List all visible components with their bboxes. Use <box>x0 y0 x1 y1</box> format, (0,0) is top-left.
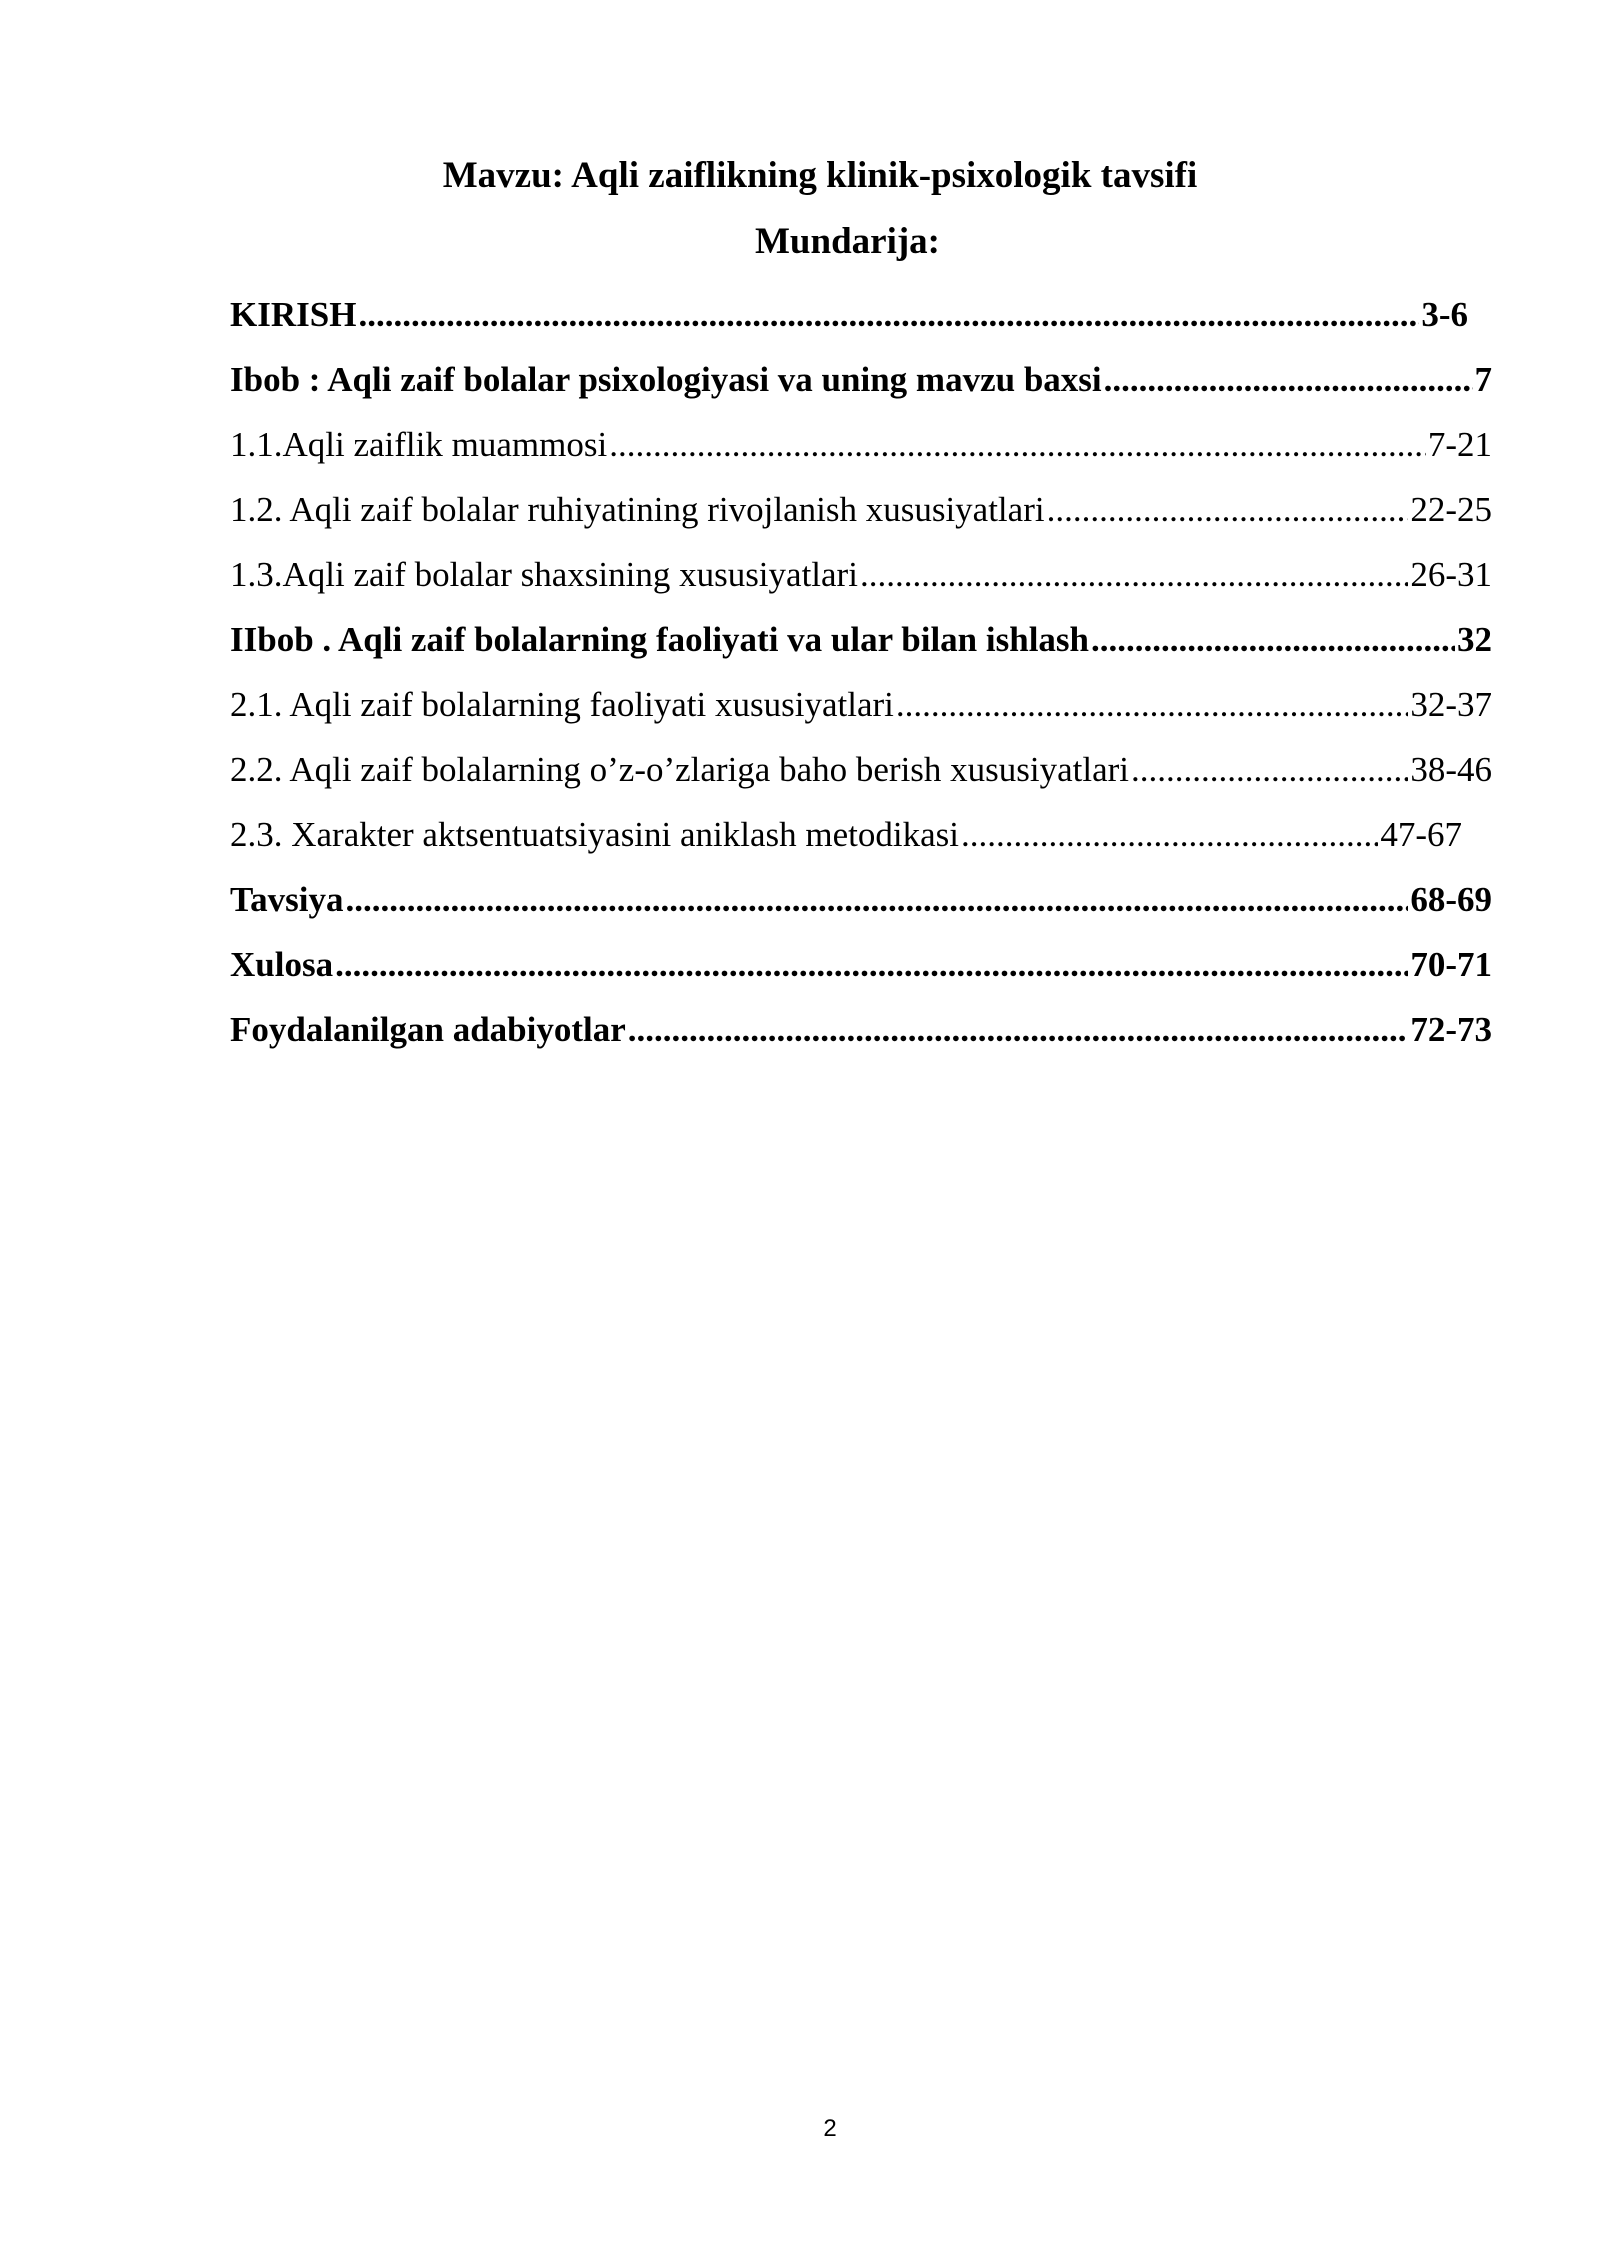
toc-leader-dots <box>1104 360 1473 400</box>
toc-entry-pages: 32 <box>1457 619 1492 659</box>
document-title: Mavzu: Aqli zaiflikning klinik-psixologik tavsifi <box>442 155 1198 196</box>
toc-leader-dots <box>335 945 1408 985</box>
toc-entry-label: KIRISH <box>230 294 357 334</box>
toc-leader-dots <box>961 815 1378 855</box>
toc-entry-label: 2.1. Aqli zaif bolalarning faoliyati xususiyatlari <box>230 684 894 724</box>
toc-entry-pages: 7-21 <box>1427 424 1492 464</box>
toc-entry-pages: 70-71 <box>1410 944 1492 984</box>
toc-entry-1-1 <box>230 412 1492 477</box>
toc-entry-chapter-2 <box>230 607 1492 672</box>
toc-entry-chapter-1 <box>230 347 1492 412</box>
toc-entry-pages: 3-6 <box>1421 294 1468 334</box>
toc-entry-label: 1.2. Aqli zaif bolalar ruhiyatining rivojlanish xususiyatlari <box>230 489 1045 529</box>
toc-entry-label: 2.3. Xarakter aktsentuatsiyasini aniklash metodikasi <box>230 814 959 854</box>
table-of-contents <box>230 282 1492 1062</box>
toc-entry-pages: 26-31 <box>1410 554 1492 594</box>
toc-leader-dots <box>345 880 1408 920</box>
toc-entry-label: 2.2. Aqli zaif bolalarning o’z-o’zlariga baho berish xususiyatlari <box>230 749 1130 789</box>
toc-entry-label: Xulosa <box>230 944 334 984</box>
toc-entry-2-2 <box>230 737 1492 802</box>
toc-entry-pages: 22-25 <box>1410 489 1492 529</box>
toc-leader-dots <box>1047 490 1409 530</box>
toc-entry-1-2 <box>230 477 1492 542</box>
toc-leader-dots <box>1091 620 1455 660</box>
toc-entry-1-3 <box>230 542 1492 607</box>
toc-entry-references <box>230 997 1492 1062</box>
toc-entry-pages: 68-69 <box>1410 879 1492 919</box>
toc-entry-label: Ibob : Aqli zaif bolalar psixologiyasi va uning mavzu baxsi <box>230 359 1102 399</box>
toc-entry-label: 1.3.Aqli zaif bolalar shaxsining xususiyatlari <box>230 554 858 594</box>
toc-entry-pages: 7 <box>1474 359 1492 399</box>
toc-leader-dots <box>628 1010 1409 1050</box>
toc-entry-2-3 <box>230 802 1462 867</box>
toc-entry-tavsiya <box>230 867 1492 932</box>
toc-leader-dots <box>860 555 1408 595</box>
toc-entry-kirish <box>230 282 1468 347</box>
toc-entry-xulosa <box>230 932 1492 997</box>
toc-entry-pages: 47-67 <box>1380 814 1462 854</box>
page-number: 2 <box>823 2115 837 2142</box>
toc-leader-dots <box>896 685 1408 725</box>
toc-entry-label: 1.1.Aqli zaiflik muammosi <box>230 424 608 464</box>
toc-leader-dots <box>358 295 1419 335</box>
toc-entry-2-1 <box>230 672 1492 737</box>
toc-entry-label: Foydalanilgan adabiyotlar <box>230 1009 626 1049</box>
toc-entry-label: IIbob . Aqli zaif bolalarning faoliyati va ular bilan ishlash <box>230 619 1090 659</box>
toc-entry-pages: 32-37 <box>1410 684 1492 724</box>
toc-leader-dots <box>609 425 1426 465</box>
toc-entry-label: Tavsiya <box>230 879 344 919</box>
toc-leader-dots <box>1131 750 1408 790</box>
toc-entry-pages: 72-73 <box>1410 1009 1492 1049</box>
contents-heading: Mundarija: <box>755 221 940 262</box>
toc-entry-pages: 38-46 <box>1410 749 1492 789</box>
